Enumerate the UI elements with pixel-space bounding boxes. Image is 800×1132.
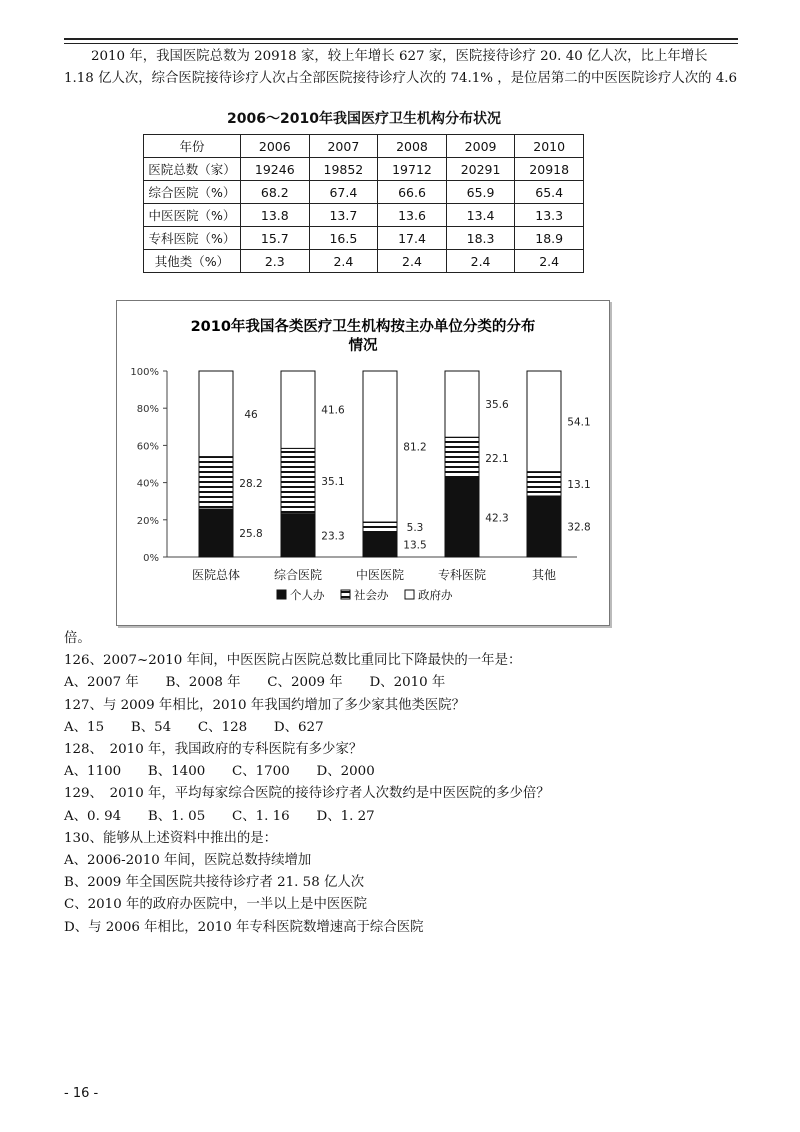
table-header-cell: 2006 — [241, 135, 310, 158]
table-cell: 13.4 — [446, 204, 515, 227]
category-label: 其他 — [531, 568, 557, 582]
table-header-cell: 年份 — [144, 135, 241, 158]
data-label: 54.1 — [567, 416, 591, 429]
category-label: 专科医院 — [437, 568, 487, 582]
table-cell: 17.4 — [378, 227, 447, 250]
options-126: A、2007 年 B、2008 年 C、2009 年 D、2010 年 — [64, 675, 446, 691]
data-label: 35.1 — [321, 476, 345, 489]
table-row — [144, 227, 584, 250]
y-tick-label: 100% — [130, 367, 159, 378]
table-cell: 2.4 — [446, 250, 515, 273]
y-tick-label: 40% — [136, 478, 159, 490]
option-130-c: C、2010 年的政府办医院中，一半以上是中医医院 — [64, 897, 368, 913]
table-row — [144, 181, 584, 204]
chart-y-axis — [130, 367, 577, 564]
table-cell: 16.5 — [309, 227, 378, 250]
table-header-cell: 2008 — [378, 135, 447, 158]
chart-bars — [192, 371, 591, 582]
table-cell: 19246 — [241, 158, 310, 181]
bar-segment — [199, 457, 233, 509]
y-tick-label: 60% — [136, 441, 159, 453]
table-row-label: 专科医院（%） — [144, 227, 241, 250]
legend-label: 政府办 — [418, 588, 453, 602]
table-row — [144, 250, 584, 273]
table-cell: 13.7 — [309, 204, 378, 227]
options-128: A、1100 B、1400 C、1700 D、2000 — [64, 764, 375, 780]
bar-segment — [363, 532, 397, 557]
legend-swatch — [341, 590, 350, 599]
table-row — [144, 204, 584, 227]
legend-swatch — [405, 590, 414, 599]
intro-text: 2010 年，我国医院总数为 20918 家，较上年增长 627 家，医院接待诊疗 20. 40 亿人次，比上年增长 1.18 亿人次，综合医院接待诊疗人次占全部医院接待诊疗人次的 74.1% ，是位居第二的中医医院诊疗人次的 4.6 — [64, 49, 738, 86]
data-label: 46 — [244, 408, 258, 421]
stacked-bar-chart — [116, 300, 610, 626]
table-cell: 20291 — [446, 158, 515, 181]
bar-segment — [527, 496, 561, 557]
table-cell: 15.7 — [241, 227, 310, 250]
data-label: 5.3 — [406, 521, 424, 534]
bar-segment — [199, 509, 233, 557]
table-row-label: 医院总数（家） — [144, 158, 241, 181]
intro-paragraph — [64, 46, 740, 90]
data-label: 32.8 — [567, 521, 591, 534]
table-cell: 20918 — [515, 158, 584, 181]
category-label: 综合医院 — [273, 568, 323, 582]
data-label: 25.8 — [239, 528, 263, 541]
question-129: 129、 2010 年，平均每家综合医院的接待诊疗者人次数约是中医医院的多少倍？ — [64, 786, 550, 802]
data-label: 28.2 — [239, 477, 263, 490]
table-header-row — [144, 135, 584, 158]
bar-segment — [199, 371, 233, 457]
option-130-d: D、与 2006 年相比，2010 年专科医院数增速高于综合医院 — [64, 919, 424, 935]
bar-segment — [527, 472, 561, 496]
table-cell: 2.3 — [241, 250, 310, 273]
table-title: 2006～2010年我国医疗卫生机构分布状况 — [227, 111, 501, 127]
table-cell: 13.3 — [515, 204, 584, 227]
data-table — [143, 134, 584, 273]
y-tick-label: 0% — [143, 553, 159, 564]
questions-section — [64, 628, 744, 939]
header-rule-thick — [64, 38, 738, 40]
bar-segment — [527, 371, 561, 472]
bar-segment — [363, 522, 397, 532]
table-header-cell: 2009 — [446, 135, 515, 158]
bar-segment — [445, 478, 479, 557]
question-128: 128、 2010 年，我国政府的专科医院有多少家？ — [64, 742, 363, 758]
table-row — [144, 158, 584, 181]
table-cell: 65.4 — [515, 181, 584, 204]
option-130-a: A、2006-2010 年间，医院总数持续增加 — [64, 853, 312, 869]
data-label: 42.3 — [485, 512, 509, 525]
bar-segment — [445, 437, 479, 478]
bar-segment — [281, 448, 315, 513]
bar-segment — [445, 371, 479, 437]
table-header-cell: 2007 — [309, 135, 378, 158]
y-tick-label: 80% — [136, 404, 159, 416]
table-row-label: 其他类（%） — [144, 250, 241, 273]
table-cell: 2.4 — [309, 250, 378, 273]
table-cell: 2.4 — [378, 250, 447, 273]
table-row-label: 综合医院（%） — [144, 181, 241, 204]
bar-segment — [281, 371, 315, 448]
data-label: 13.1 — [567, 478, 591, 491]
table-cell: 18.9 — [515, 227, 584, 250]
table-cell: 2.4 — [515, 250, 584, 273]
table-row-label: 中医医院（%） — [144, 204, 241, 227]
data-label: 22.1 — [485, 452, 509, 465]
table-cell: 18.3 — [446, 227, 515, 250]
continuation-text: 倍。 — [64, 631, 91, 646]
option-130-b: B、2009 年全国医院共接待诊疗者 21. 58 亿人次 — [64, 875, 365, 891]
bar-segment — [281, 514, 315, 557]
options-127: A、15 B、54 C、128 D、627 — [64, 719, 324, 735]
chart-title-line-1: 2010年我国各类医疗卫生机构按主办单位分类的分布 — [190, 319, 536, 335]
data-label: 23.3 — [321, 530, 345, 543]
bar-segment — [363, 371, 397, 522]
category-label: 医院总体 — [191, 568, 241, 582]
data-label: 81.2 — [403, 441, 427, 454]
data-label: 35.6 — [485, 399, 509, 412]
category-label: 中医医院 — [355, 568, 405, 582]
table-cell: 67.4 — [309, 181, 378, 204]
data-label: 41.6 — [321, 404, 345, 417]
table-cell: 13.6 — [378, 204, 447, 227]
table-cell: 13.8 — [241, 204, 310, 227]
chart-title-line-2: 情况 — [348, 338, 378, 354]
options-129: A、0. 94 B、1. 05 C、1. 16 D、1. 27 — [64, 808, 375, 824]
legend-swatch — [277, 590, 286, 599]
table-header-cell: 2010 — [515, 135, 584, 158]
question-126: 126、2007~2010 年间，中医医院占医院总数比重同比下降最快的一年是： — [64, 653, 522, 669]
legend-label: 社会办 — [354, 588, 389, 602]
table-cell: 66.6 — [378, 181, 447, 204]
question-127: 127、与 2009 年相比，2010 年我国约增加了多少家其他类医院？ — [64, 697, 466, 713]
table-cell: 19712 — [378, 158, 447, 181]
chart-legend — [277, 588, 453, 602]
data-label: 13.5 — [403, 539, 427, 552]
page-number: - 16 - — [64, 1086, 99, 1101]
question-130: 130、能够从上述资料中推出的是： — [64, 830, 278, 846]
table-cell: 68.2 — [241, 181, 310, 204]
table-cell: 19852 — [309, 158, 378, 181]
y-tick-label: 20% — [136, 515, 159, 527]
header-rule-thin — [64, 43, 738, 44]
table-cell: 65.9 — [446, 181, 515, 204]
legend-label: 个人办 — [290, 588, 325, 602]
chart-canvas — [117, 301, 609, 625]
